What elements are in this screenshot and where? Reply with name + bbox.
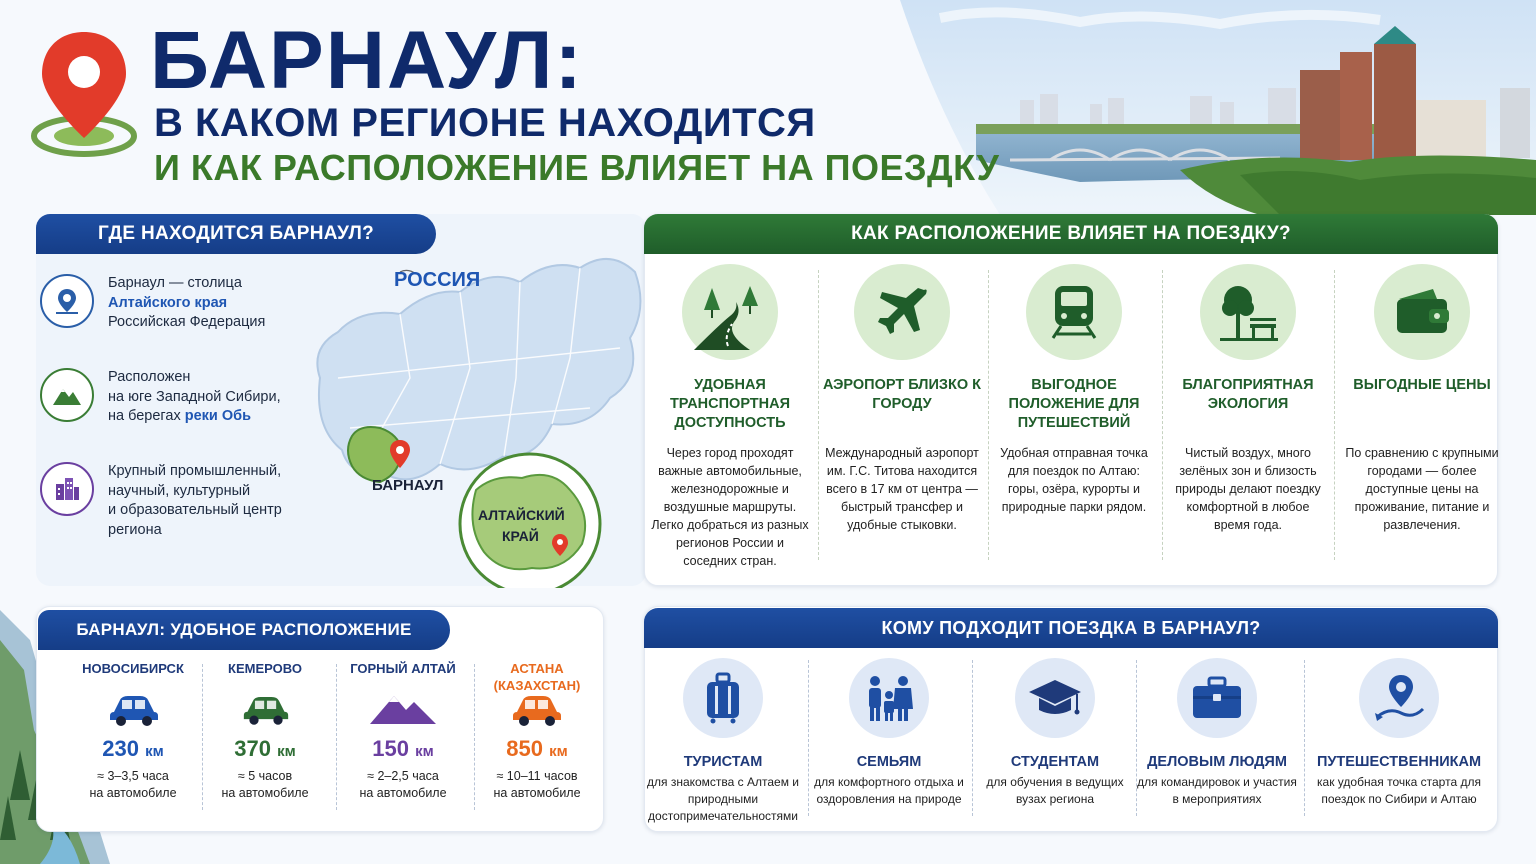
who-item-title: ПУТЕШЕСТВЕННИКАМ xyxy=(1316,754,1482,770)
russia-map xyxy=(290,228,650,588)
distance-city-name: КЕМЕРОВО xyxy=(228,661,302,676)
where-capital-country: Российская Федерация xyxy=(108,314,266,330)
distance-time: ≈ 5 часов xyxy=(237,769,293,783)
how-item-text: Удобная отправная точка для поездок по Алтаю: горы, озёра, курорты и природные парки рядом. xyxy=(1000,446,1148,514)
distance-km-value: 150 xyxy=(372,736,409,761)
distance-time: ≈ 2–2,5 часа xyxy=(367,769,439,783)
who-item-text: для обучения в ведущих вузах региона xyxy=(986,775,1124,806)
where-center-line3: и образовательный центр xyxy=(108,502,282,518)
distance-mode: на автомобиле xyxy=(89,786,177,800)
how-item-travel xyxy=(994,264,1154,516)
who-item-business xyxy=(1134,658,1300,808)
where-item-location xyxy=(40,368,281,427)
distance-city-name: НОВОСИБИРСК xyxy=(82,661,184,676)
distances-heading: БАРНАУЛ: УДОБНОЕ РАСПОЛОЖЕНИЕ xyxy=(38,610,450,650)
how-item-airport xyxy=(822,264,982,534)
map-region-line1: АЛТАЙСКИЙ xyxy=(478,507,565,523)
how-item-text: Через город проходят важные автомобильные, железнодорожные и воздушные маршруты. Легко добраться из разных регионов России и соседних стран. xyxy=(651,446,809,568)
distance-km-value: 370 xyxy=(234,736,271,761)
mountain-icon xyxy=(40,368,94,422)
who-divider xyxy=(1304,660,1305,816)
page-title: БАРНАУЛ: xyxy=(150,15,584,106)
who-item-title: СТУДЕНТАМ xyxy=(1010,754,1100,770)
who-item-students xyxy=(972,658,1138,808)
distance-mode: на автомобиле xyxy=(221,786,309,800)
distance-time: ≈ 3–3,5 часа xyxy=(97,769,169,783)
map-region-line2: КРАЙ xyxy=(502,528,539,544)
where-center-line4: региона xyxy=(108,521,162,538)
how-heading: КАК РАСПОЛОЖЕНИЕ ВЛИЯЕТ НА ПОЕЗДКУ? xyxy=(644,214,1498,254)
distance-unit: км xyxy=(277,743,296,760)
where-location-line1: Расположен xyxy=(108,369,191,385)
distance-unit: км xyxy=(415,743,434,760)
how-item-text: По сравнению с крупными городами — более доступные цены на проживание, питание и развлечения. xyxy=(1345,446,1499,532)
map-pin-route-icon xyxy=(1359,658,1439,738)
how-divider xyxy=(1162,270,1163,560)
distance-kemerovo xyxy=(198,660,332,802)
who-item-text: для командировок и участия в мероприятиях xyxy=(1137,775,1297,806)
how-item-text: Международный аэропорт им. Г.С. Титова находится всего в 17 км от центра — быстрый трансфер и удобные стыковки. xyxy=(825,446,979,532)
distance-km-value: 230 xyxy=(102,736,139,761)
how-item-title: АЭРОПОРТ БЛИЗКО К ГОРОДУ xyxy=(823,377,981,412)
how-item-transport xyxy=(650,264,810,570)
map-country-label: РОССИЯ xyxy=(394,269,481,291)
car-icon xyxy=(510,692,564,726)
who-item-text: для комфортного отдыха и оздоровления на природе xyxy=(814,775,964,806)
distance-novosibirsk xyxy=(66,660,200,802)
road-icon xyxy=(682,264,778,360)
how-item-text: Чистый воздух, много зелёных зон и близость природы делают поездку комфортной в любое время года. xyxy=(1175,446,1321,532)
who-item-travelers xyxy=(1316,658,1482,808)
car-icon xyxy=(242,692,290,726)
distance-unit: км xyxy=(549,743,568,760)
distance-unit: км xyxy=(145,743,164,760)
how-item-title: УДОБНАЯ ТРАНСПОРТНАЯ ДОСТУПНОСТЬ xyxy=(669,377,791,431)
wallet-icon xyxy=(1374,264,1470,360)
suitcase-icon xyxy=(683,658,763,738)
where-item-capital xyxy=(40,274,265,333)
page-subtitle-1: В КАКОМ РЕГИОНЕ НАХОДИТСЯ xyxy=(154,101,816,145)
distance-km-value: 850 xyxy=(506,736,543,761)
briefcase-icon xyxy=(1177,658,1257,738)
who-item-title: СЕМЬЯМ xyxy=(856,754,922,770)
who-item-title: ДЕЛОВЫМ ЛЮДЯМ xyxy=(1147,754,1287,770)
where-center-line2: научный, культурный xyxy=(108,482,251,499)
who-heading: КОМУ ПОДХОДИТ ПОЕЗДКА В БАРНАУЛ? xyxy=(644,608,1498,648)
distance-astana xyxy=(470,660,604,802)
where-location-river: реки Обь xyxy=(184,408,252,424)
distance-mode: на автомобиле xyxy=(359,786,447,800)
train-icon xyxy=(1026,264,1122,360)
where-location-line2: на юге Западной Сибири, xyxy=(108,388,281,405)
how-divider xyxy=(988,270,989,560)
location-pin-logo-icon xyxy=(28,28,140,160)
distance-gorny-altai xyxy=(336,660,470,802)
where-item-center xyxy=(40,462,282,540)
map-city-label: БАРНАУЛ xyxy=(372,477,444,494)
map-pin-icon xyxy=(40,274,94,328)
how-item-title: БЛАГОПРИЯТНАЯ ЭКОЛОГИЯ xyxy=(1182,377,1314,412)
where-capital-line1: Барнаул — столица xyxy=(108,275,242,291)
how-item-title: ВЫГОДНОЕ ПОЛОЖЕНИЕ ДЛЯ ПУТЕШЕСТВИЙ xyxy=(1008,377,1140,431)
how-divider xyxy=(1334,270,1335,560)
who-item-tourists xyxy=(640,658,806,825)
how-item-ecology xyxy=(1168,264,1328,534)
where-capital-region: Алтайского края xyxy=(108,294,228,311)
who-item-families xyxy=(806,658,972,808)
tree-bench-icon xyxy=(1200,264,1296,360)
car-icon xyxy=(108,692,160,726)
where-center-line1: Крупный промышленный, xyxy=(108,463,282,479)
how-item-prices xyxy=(1342,264,1502,534)
how-item-title: ВЫГОДНЫЕ ЦЕНЫ xyxy=(1353,377,1491,393)
where-location-pre: на берегах xyxy=(108,408,185,424)
who-item-title: ТУРИСТАМ xyxy=(683,754,763,770)
distance-mode: на автомобиле xyxy=(493,786,581,800)
family-icon xyxy=(849,658,929,738)
who-item-text: для знакомства с Алтаем и природными достопримечательностями xyxy=(646,775,800,823)
graduation-cap-icon xyxy=(1015,658,1095,738)
distance-city-name: АСТАНА (КАЗАХСТАН) xyxy=(493,661,581,693)
buildings-icon xyxy=(40,462,94,516)
who-item-text: как удобная точка старта для поездок по Сибири и Алтаю xyxy=(1317,775,1481,806)
distance-city-name: ГОРНЫЙ АЛТАЙ xyxy=(350,661,456,676)
how-divider xyxy=(818,270,819,560)
page-subtitle-2: И КАК РАСПОЛОЖЕНИЕ ВЛИЯЕТ НА ПОЕЗДКУ xyxy=(154,147,1000,188)
where-heading: ГДЕ НАХОДИТСЯ БАРНАУЛ? xyxy=(36,214,436,254)
airplane-icon xyxy=(854,264,950,360)
distance-time: ≈ 10–11 часов xyxy=(496,769,578,783)
mountain-icon xyxy=(370,692,436,726)
